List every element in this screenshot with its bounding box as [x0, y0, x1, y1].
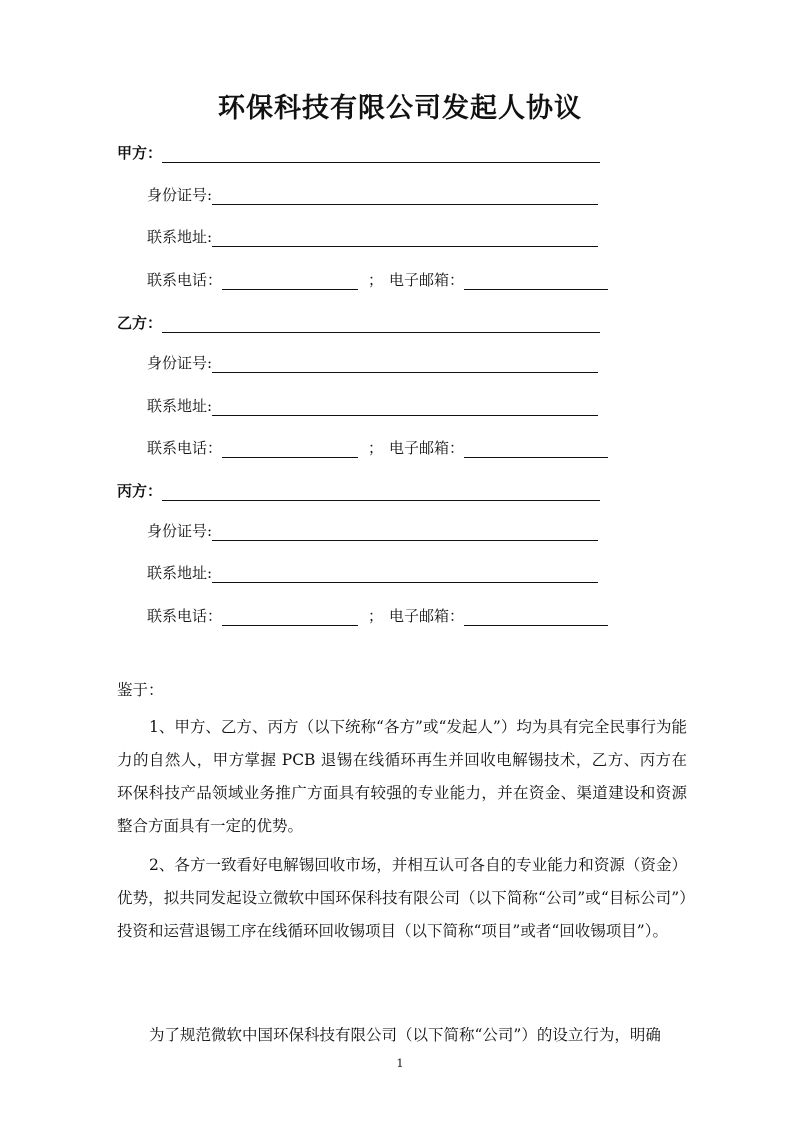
party-a-email-label: 电子邮箱：: [389, 271, 465, 289]
party-a-label: 甲方：: [117, 144, 163, 162]
party-b-contact-row: [147, 437, 608, 458]
party-a-address-blank[interactable]: [212, 228, 598, 247]
party-c-id-blank[interactable]: [212, 522, 598, 541]
party-c-email-blank[interactable]: [464, 607, 608, 626]
party-a-heading: [117, 142, 600, 163]
party-a-address-label: 联系地址:: [147, 228, 213, 246]
party-c-address-label: 联系地址:: [147, 564, 213, 582]
party-c-heading: [117, 480, 600, 501]
party-a-contact-row: [147, 269, 608, 290]
document-title: 环保科技有限公司发起人协议: [218, 93, 582, 124]
party-b-name-blank[interactable]: [162, 314, 600, 333]
party-a-separator: ；: [368, 271, 384, 289]
party-c-name-blank[interactable]: [162, 482, 600, 501]
party-b-address-row: [147, 395, 598, 416]
party-b-email-label: 电子邮箱：: [389, 439, 465, 457]
party-a-name-blank[interactable]: [162, 144, 600, 163]
party-b-address-label: 联系地址:: [147, 397, 213, 415]
party-a-phone-blank[interactable]: [222, 271, 358, 290]
party-c-email-label: 电子邮箱：: [389, 607, 465, 625]
party-a-email-blank[interactable]: [464, 271, 608, 290]
party-b-address-blank[interactable]: [212, 397, 598, 416]
party-c-phone-blank[interactable]: [222, 607, 358, 626]
party-c-address-blank[interactable]: [212, 564, 598, 583]
party-c-contact-row: [147, 605, 608, 626]
party-b-id-blank[interactable]: [212, 354, 598, 373]
party-a-id-label: 身份证号:: [147, 186, 213, 204]
party-b-email-blank[interactable]: [464, 439, 608, 458]
party-c-id-label: 身份证号:: [147, 522, 213, 540]
party-c-label: 丙方：: [117, 482, 163, 500]
recital-paragraph-2: 2、各方一致看好电解锡回收市场，并相互认可各自的专业能力和资源（资金）优势，拟共同发起设立微软中国环保科技有限公司（以下简称“公司”或“目标公司”）投资和运营退锡工序在线循环回收锡项目（以下简称“项目”或者“回收锡项目”）。: [117, 856, 687, 940]
recital-paragraph-1: 1、甲方、乙方、丙方（以下统称“各方”或“发起人”）均为具有完全民事行为能力的自然人，甲方掌握 PCB 退锡在线循环再生并回收电解锡技术，乙方、丙方在环保科技产品领域业务推广方面具有较强的专业能力，并在资金、渠道建设和资源整合方面具有一定的优势。: [117, 718, 687, 835]
party-b-id-row: [147, 352, 598, 373]
party-c-phone-label: 联系电话：: [147, 607, 223, 625]
page-number: 1: [396, 1057, 404, 1070]
party-b-separator: ；: [368, 439, 384, 457]
whereas-heading: 鉴于：: [117, 681, 164, 699]
party-b-id-label: 身份证号:: [147, 354, 213, 372]
party-a-id-row: [147, 184, 598, 205]
party-b-phone-label: 联系电话：: [147, 439, 223, 457]
party-c-id-row: [147, 520, 598, 541]
party-b-heading: [117, 312, 600, 333]
party-a-phone-label: 联系电话：: [147, 271, 223, 289]
purpose-paragraph: 为了规范微软中国环保科技有限公司（以下简称“公司”）的设立行为，明确: [149, 1026, 661, 1044]
party-c-address-row: [147, 562, 598, 583]
party-a-address-row: [147, 226, 598, 247]
party-a-id-blank[interactable]: [212, 186, 598, 205]
party-c-separator: ；: [368, 607, 384, 625]
party-b-phone-blank[interactable]: [222, 439, 358, 458]
party-b-label: 乙方：: [117, 314, 163, 332]
